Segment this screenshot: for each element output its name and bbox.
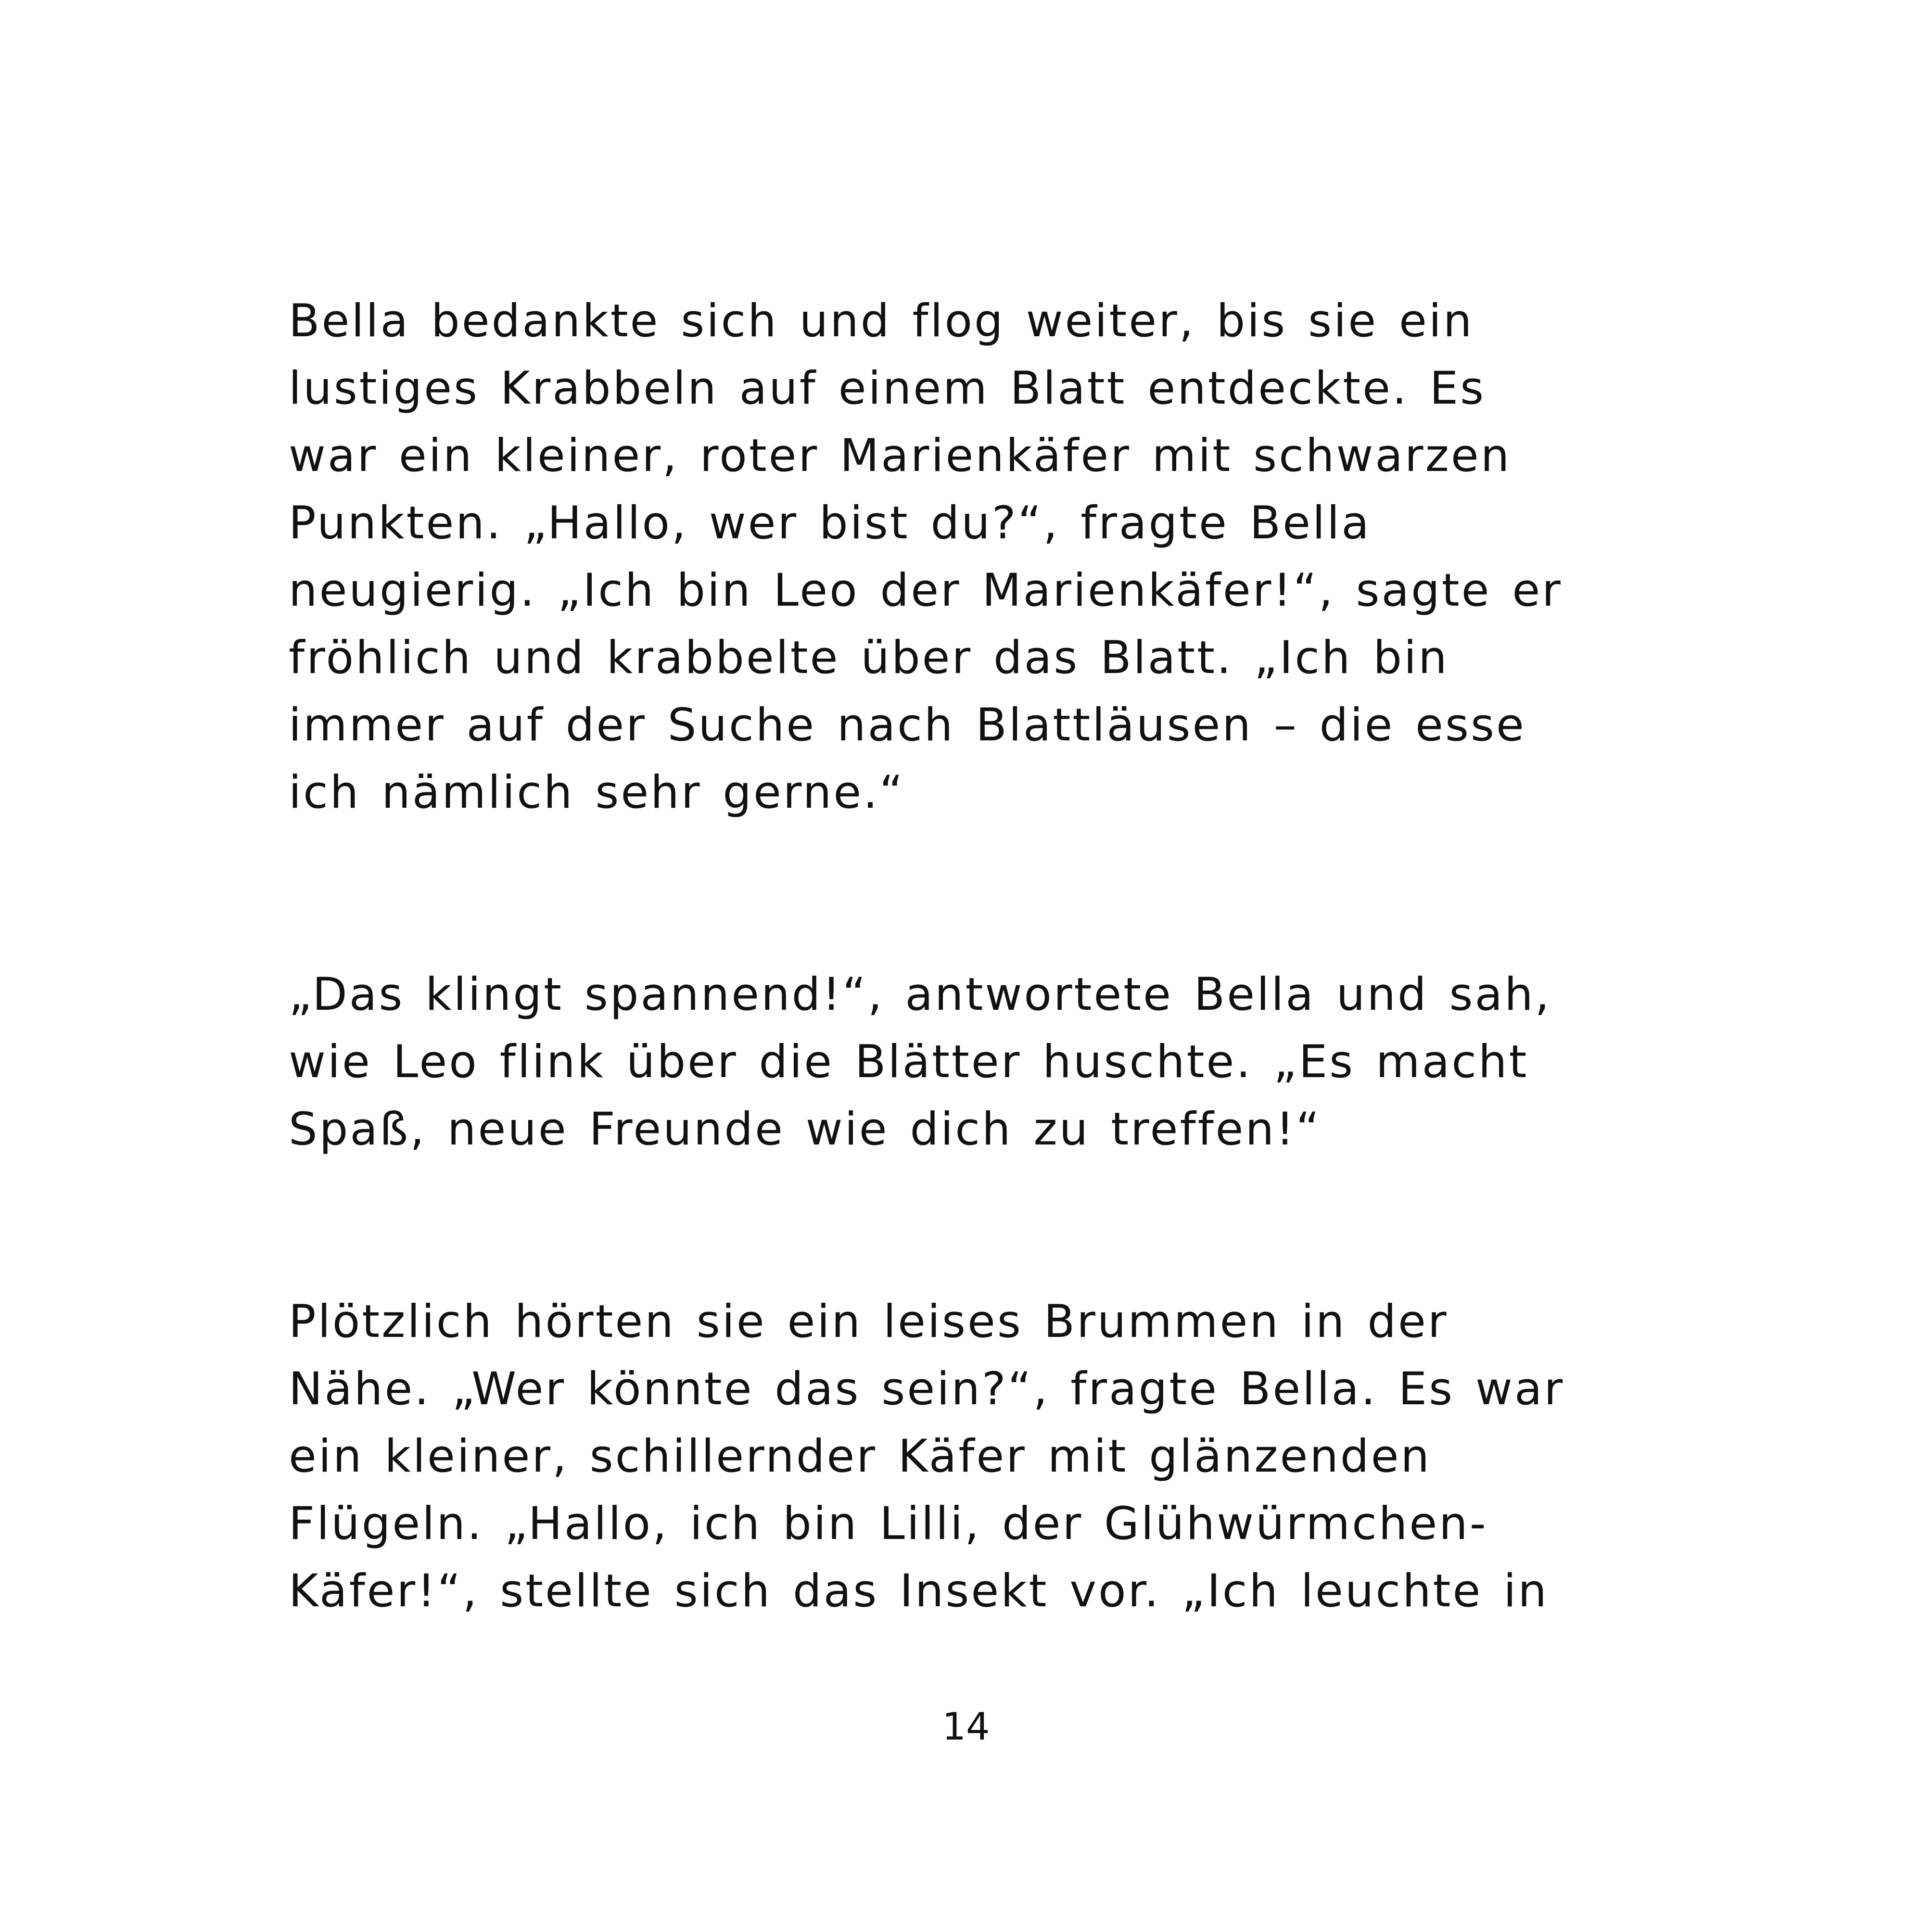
text-line: Käfer!“, stellte sich das Insekt vor. „Ich leuchte in	[289, 1565, 1549, 1617]
text-line: Punkten. „Hallo, wer bist du?“, fragte Bella	[289, 497, 1371, 549]
text-line: Nähe. „Wer könnte das sein?“, fragte Bella. Es war	[289, 1363, 1565, 1415]
text-line: immer auf der Suche nach Blattläusen – die esse	[289, 699, 1526, 751]
text-line: fröhlich und krabbelte über das Blatt. „Ich bin	[289, 632, 1449, 684]
page-number: 14	[942, 1705, 990, 1749]
paragraph-3	[289, 1288, 1674, 1625]
text-line: Bella bedankte sich und flog weiter, bis sie ein	[289, 295, 1474, 347]
text-line: lustiges Krabbeln auf einem Blatt entdeckte. Es	[289, 362, 1486, 415]
text-line: ein kleiner, schillernder Käfer mit glänzenden	[289, 1430, 1431, 1483]
paragraph-1	[289, 288, 1674, 826]
text-line: Flügeln. „Hallo, ich bin Lilli, der Glühwürmchen-	[289, 1498, 1488, 1550]
text-line: „Das klingt spannend!“, antwortete Bella und sah,	[289, 968, 1551, 1021]
text-line: war ein kleiner, roter Marienkäfer mit schwarzen	[289, 430, 1512, 482]
text-line: Plötzlich hörten sie ein leises Brummen in der	[289, 1296, 1449, 1348]
paragraph-2	[289, 961, 1674, 1163]
text-line: neugierig. „Ich bin Leo der Marienkäfer!“, sagte er	[289, 564, 1563, 617]
text-line: Spaß, neue Freunde wie dich zu treffen!“	[289, 1103, 1322, 1156]
text-line: ich nämlich sehr gerne.“	[289, 766, 905, 819]
text-line: wie Leo flink über die Blätter huschte. „Es macht	[289, 1036, 1529, 1088]
